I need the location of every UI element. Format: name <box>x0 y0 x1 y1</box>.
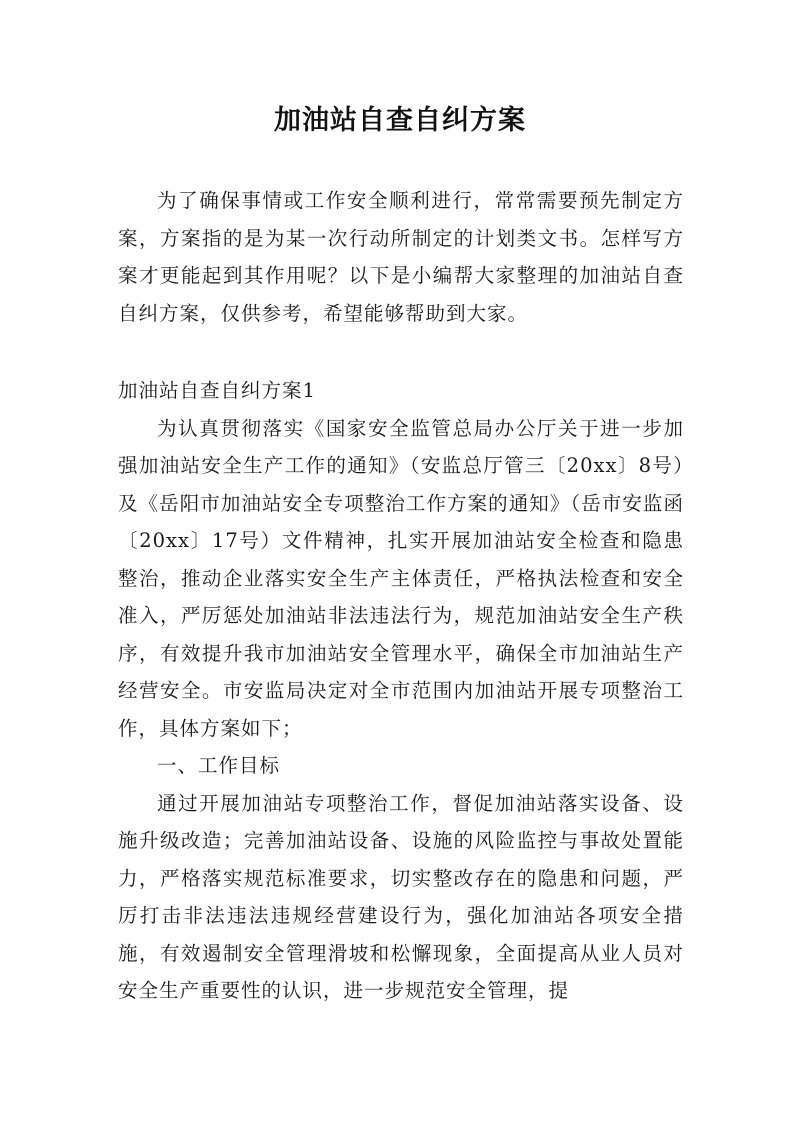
intro-paragraph: 为了确保事情或工作安全顺利进行，常常需要预先制定方案，方案指的是为某一次行动所制定的计划类文书。怎样写方案才更能起到其作用呢？以下是小编帮大家整理的加油站自查自纠方案，仅供参考，希望能够帮助到大家。 <box>118 189 684 325</box>
body-paragraph: 通过开展加油站专项整治工作，督促加油站落实设备、设施升级改造；完善加油站设备、设施的风险监控与事故处置能力，严格落实规范标准要求，切实整改存在的隐患和问题，严厉打击非法违法违规经营建设行为，强化加油站各项安全措施，有效遏制安全管理滑坡和松懈现象，全面提高从业人员对安全生产重要性的认识，进一步规范安全管理，提 <box>118 791 684 1002</box>
main-block <box>118 372 684 1010</box>
document-title: 加油站自查自纠方案 <box>274 105 526 136</box>
intro-block <box>118 182 684 332</box>
body-paragraph: 为认真贯彻落实《国家安全监管总局办公厅关于进一步加强加油站安全生产工作的通知》（安监总厅管三〔20xx〕8号）及《岳阳市加油站安全专项整治工作方案的通知》（岳市安监函〔20xx〕17号）文件精神，扎实开展加油站安全检查和隐患整治，推动企业落实安全生产主体责任，严格执法检查和安全准入，严厉惩处加油站非法违法行为，规范加油站安全生产秩序，有效提升我市加油站安全管理水平，确保全市加油站生产经营安全。市安监局决定对全市范围内加油站开展专项整治工作，具体方案如下； <box>118 416 684 740</box>
section-title: 加油站自查自纠方案1 <box>118 379 316 402</box>
heading-work-goals: 一、工作目标 <box>157 754 281 777</box>
